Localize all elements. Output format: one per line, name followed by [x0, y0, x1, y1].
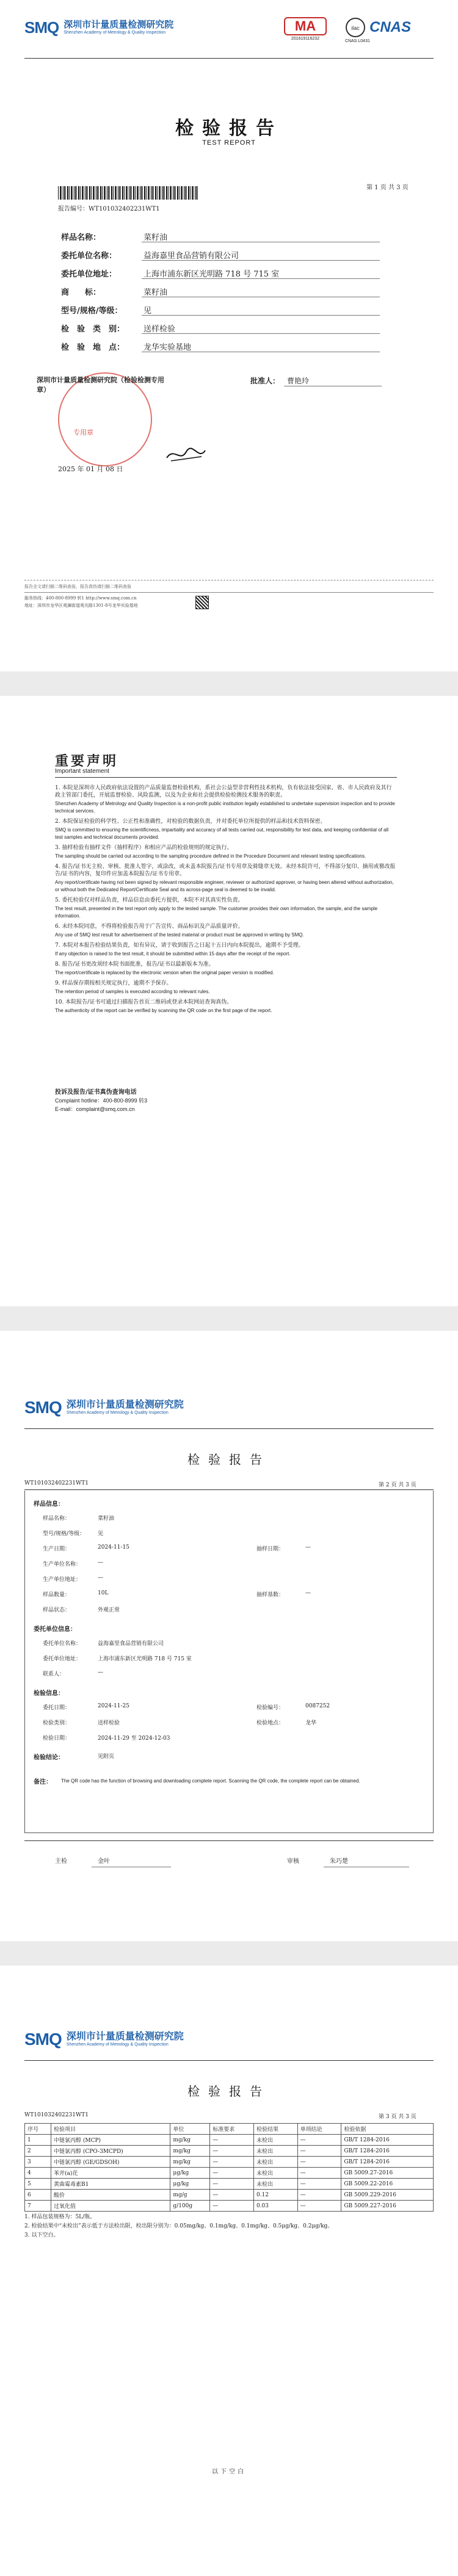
table-cell: μg/kg	[170, 2179, 210, 2190]
table-cell: GB 5009.27-2016	[341, 2168, 434, 2179]
field-value: 见	[144, 306, 152, 316]
contact-email: E-mail：complaint@smq.com.cn	[55, 1106, 135, 1112]
qr-code-icon	[195, 596, 209, 609]
smq-logo: SMQ	[24, 18, 59, 37]
info-value: 菜籽油	[98, 1516, 115, 1522]
approver-label: 批准人：	[250, 377, 280, 385]
page-title: 检验报告	[187, 1452, 271, 1467]
table-row	[25, 2146, 434, 2157]
table-cell: —	[297, 2157, 341, 2168]
report-page-3	[0, 1966, 458, 2576]
info-value: 上海市浦东新区光明路 718 号 715 室	[98, 1656, 192, 1662]
table-cell: 中链氯丙醇 (GE/GDSOH)	[51, 2157, 170, 2168]
notice-paragraph: 10. 本院报告/证书可通过扫描报告首页二维码或登录本院网站查询真伪。	[55, 999, 233, 1005]
info-value: —	[98, 1670, 103, 1676]
info-label: 检验类别：	[43, 1720, 71, 1726]
info-value: —	[98, 1560, 103, 1566]
table-cell: GB/T 1284-2016	[341, 2157, 434, 2168]
header-logo: SMQ 深圳市计量质量检测研究院 Shenzhen Academy of Metrology & Quality Inspection	[24, 1398, 184, 1417]
table-cell: —	[210, 2179, 254, 2190]
sign-main-label: 主检	[55, 1858, 67, 1865]
note-line: 3. 以下空白。	[24, 2232, 59, 2238]
conclusion-value: 见附页	[98, 1754, 115, 1760]
institute-name-en: Shenzhen Academy of Metrology & Quality Inspection	[64, 30, 166, 35]
notice-title-en: Important statement	[55, 768, 109, 775]
field-label: 型号/规格/等级：	[61, 306, 123, 316]
table-cell: 黄曲霉毒素B1	[51, 2179, 170, 2190]
notice-paragraph: The report/certificate is replaced by the electronic version when the original paper version is modified.	[55, 970, 274, 975]
table-cell: —	[297, 2135, 341, 2146]
info-value: 10L	[98, 1590, 109, 1596]
section-title: 委托单位信息：	[34, 1626, 76, 1633]
info-label: 样品状态：	[43, 1607, 71, 1613]
approver-name: 曹艳玲	[287, 377, 310, 385]
table-cell: 3	[25, 2157, 51, 2168]
table-cell: 未检出	[253, 2146, 297, 2157]
table-cell: 6	[25, 2190, 51, 2201]
field-label: 商 标：	[61, 288, 101, 297]
table-row	[25, 2135, 434, 2146]
column-header: 单项结论	[297, 2124, 341, 2135]
table-cell: 1	[25, 2135, 51, 2146]
column-header: 序号	[25, 2124, 51, 2135]
info-label: 委托单位地址：	[43, 1656, 82, 1662]
table-cell: 中链氯丙醇 (MCP)	[51, 2135, 170, 2146]
note-line: 1. 样品包装规格为：5L/瓶。	[24, 2214, 96, 2220]
notice-page	[0, 696, 458, 1306]
field-label: 委托单位名称：	[61, 251, 117, 261]
info-label: 型号/规格/等级：	[43, 1531, 85, 1537]
notice-paragraph: If any objection is raised to the test result, it should be submitted within 15 days after the receipt of the report.	[55, 951, 291, 957]
table-cell: mg/kg	[170, 2157, 210, 2168]
field-value: 菜籽油	[144, 288, 168, 297]
table-cell: —	[210, 2146, 254, 2157]
table-cell: 4	[25, 2168, 51, 2179]
table-cell: mg/g	[170, 2190, 210, 2201]
table-cell: g/100g	[170, 2201, 210, 2212]
remark-label: 备注：	[34, 1779, 52, 1785]
notice-paragraph: SMQ is committed to ensuring the scientificness, impartiality and accuracy of all tests carried out, responsibility for test data, and keeping confidential of all test samples and technical documents provided.	[55, 827, 389, 840]
header-logo: SMQ 深圳市计量质量检测研究院 Shenzhen Academy of Metrology & Quality Inspection	[24, 2030, 184, 2049]
notice-paragraph: 2. 本院保证检验的科学性、公正性和准确性，对检验的数据负责，并对委托单位所提供的样品和技术资料保密。	[55, 819, 326, 825]
table-cell: mg/kg	[170, 2135, 210, 2146]
report-number: WT101032402231WT1	[24, 1480, 89, 1486]
info-label: 检验地点：	[256, 1720, 285, 1726]
table-cell: 7	[25, 2201, 51, 2212]
notice-paragraph: The sampling should be carried out according to the sampling procedure defined in the Procedure Document and relevant testing specifications.	[55, 853, 366, 859]
info-value: —	[305, 1544, 311, 1550]
page-title: 检验报告	[187, 2084, 271, 2099]
cnas-logo: ilac CNAS CNAS L0431	[345, 17, 431, 43]
notice-paragraph: 8. 报告/证书更改须经本院书面批准，报告/证书以最新版本为准。	[55, 961, 214, 968]
remark-value: The QR code has the function of browsing and downloading complete report. Scanning the QR code, the complete report can be obtained.	[61, 1778, 360, 1784]
field-label: 委托单位地址：	[61, 270, 117, 279]
contact-phone: Complaint hotline：400-800-8999 转3	[55, 1098, 148, 1104]
page-number: 第 3 页 共 3 页	[379, 2114, 416, 2120]
cnas-seal-icon	[345, 17, 366, 38]
table-cell: 过氧化值	[51, 2201, 170, 2212]
table-row	[25, 2168, 434, 2179]
table-cell: —	[297, 2190, 341, 2201]
report-title-en: TEST REPORT	[202, 139, 256, 147]
column-header: 单位	[170, 2124, 210, 2135]
table-cell: 未检出	[253, 2179, 297, 2190]
info-value: 2024-11-15	[98, 1544, 129, 1550]
notice-body	[55, 784, 397, 1018]
table-cell: —	[297, 2179, 341, 2190]
info-value: 龙华	[305, 1720, 317, 1726]
sign-main-name: 金叶	[98, 1858, 110, 1865]
table-cell: —	[297, 2201, 341, 2212]
footer-line: 服务热线：400-800-8999 转1 http://www.smq.com.cn	[24, 596, 137, 601]
notice-paragraph: 1. 本院是深圳市人民政府依法设置的产品质量监督检验机构，系社会公益型非营利性技术机构，负有依法接受国家、省、市人民政府及其行政主管部门委托，开展监督检验、风险监测，以及为企业和社会提供检验检测技术服务的职责。	[55, 785, 392, 798]
table-notes	[24, 2213, 434, 2240]
info-label: 委托日期：	[43, 1705, 71, 1711]
sign-review-name: 朱巧楚	[330, 1858, 348, 1865]
report-date: 2025 年 01 月 08 日	[58, 465, 123, 473]
sign-review-label: 审核	[287, 1858, 299, 1865]
contact-title: 投诉及报告/证书真伪查询电话	[55, 1089, 137, 1096]
notice-paragraph: 7. 本院对本报告检验结果负责，如有异议，请于收到报告之日起十五日内向本院提出，逾期不予受理。	[55, 942, 304, 949]
notice-paragraph: Any use of SMQ test result for advertisement of the tested material or product must be approved in writing by SMQ.	[55, 932, 304, 938]
table-cell: —	[210, 2190, 254, 2201]
note-line: 2. 检验结果中“未检出”表示低于方法检出限，检出限分别为：0.05mg/kg、0.1mg/kg、0.1mg/kg、0.5μg/kg、0.2μg/kg。	[24, 2223, 333, 2229]
notice-paragraph: Any report/certificate having not been signed by relevant responsible engineer, reviewer or authorized approver, or having been altered without authorization, or without both the Dedicated Report/Certificate Seal and its across-page seal is deemed to be invalid.	[55, 880, 394, 892]
table-cell: GB 5009.229-2016	[341, 2190, 434, 2201]
seal-label: 深圳市计量质量检测研究院（检验检测专用章）	[37, 376, 164, 394]
table-cell: —	[210, 2157, 254, 2168]
table-row	[25, 2157, 434, 2168]
table-cell: mg/kg	[170, 2146, 210, 2157]
table-cell: 中链氯丙醇 (CPO-3MCPD)	[51, 2146, 170, 2157]
seal-note: 专用章	[73, 429, 93, 436]
table-cell: —	[210, 2168, 254, 2179]
table-cell: GB 5009.22-2016	[341, 2179, 434, 2190]
table-cell: 苯并(a)芘	[51, 2168, 170, 2179]
table-cell: 酸价	[51, 2190, 170, 2201]
info-label: 委托单位名称：	[43, 1641, 82, 1647]
column-header: 检验项目	[51, 2124, 170, 2135]
table-row	[25, 2179, 434, 2190]
table-row	[25, 2201, 434, 2212]
svg-text:ilac: ilac	[351, 25, 360, 31]
notice-paragraph: The test result, presented in the test report only apply to the tested sample. The customer provides their own information, the sample, and the sample information.	[55, 906, 378, 919]
info-label: 生产单位地址：	[43, 1577, 82, 1583]
report-page-2	[0, 1331, 458, 1941]
end-of-report: 以下空白	[212, 2469, 246, 2475]
info-value: 见	[98, 1531, 104, 1537]
institute-name-cn: 深圳市计量质量检测研究院	[64, 20, 174, 31]
info-value: 2024-11-29 至 2024-12-03	[98, 1735, 170, 1742]
info-label: 样品数量：	[43, 1592, 71, 1598]
info-value: 外观正常	[98, 1607, 120, 1613]
info-value: 0087252	[305, 1703, 330, 1709]
table-cell: —	[210, 2135, 254, 2146]
table-cell: GB/T 1284-2016	[341, 2146, 434, 2157]
info-label: 抽样日期：	[256, 1546, 285, 1552]
notice-paragraph: Shenzhen Academy of Metrology and Quality Inspection is a non-profit public institution legally established to undertake supervision inspection and to provide technical services.	[55, 801, 395, 814]
table-cell: μg/kg	[170, 2168, 210, 2179]
header-logo	[24, 18, 173, 37]
report-number: 报告编号：WT101032402231WT1	[58, 206, 160, 212]
table-cell: 未检出	[253, 2135, 297, 2146]
table-header-row	[25, 2124, 434, 2135]
table-cell: —	[210, 2201, 254, 2212]
field-label: 检 验 地 点：	[61, 343, 125, 352]
cma-logo: MA 201619116232	[284, 17, 327, 41]
field-label: 检 验 类 别：	[61, 325, 125, 334]
info-value: 2024-11-25	[98, 1703, 129, 1709]
notice-paragraph: 5. 委托检验仅对样品负责，样品信息由委托方提供，本院不对其真实性负责。	[55, 897, 244, 903]
field-value: 上海市浦东新区光明路 718 号 715 室	[144, 270, 280, 279]
footer-note: 报告全文请扫描二维码查验，报告真伪请扫描二维码查验	[24, 584, 131, 589]
info-value: 送样检验	[98, 1720, 120, 1726]
column-header: 检验依据	[341, 2124, 434, 2135]
table-cell: 0.12	[253, 2190, 297, 2201]
table-cell: GB 5009.227-2016	[341, 2201, 434, 2212]
info-value: 益海嘉里食品营销有限公司	[98, 1641, 164, 1647]
table-cell: —	[297, 2168, 341, 2179]
notice-paragraph: The retention period of samples is executed according to relevant rules.	[55, 989, 210, 994]
notice-paragraph: 6. 未经本院同意，不得将检验报告用于广告宣传、商品标识及产品质量评价。	[55, 924, 244, 930]
report-number: WT101032402231WT1	[24, 2112, 89, 2118]
page-number: 第 2 页 共 3 页	[379, 1482, 416, 1488]
barcode	[58, 186, 198, 200]
field-value: 龙华实验基地	[144, 343, 192, 352]
notice-paragraph: 9. 样品保存期按相关规定执行，逾期不予保存。	[55, 980, 172, 986]
notice-paragraph: The authenticity of the report can be verified by scanning the QR code on the first page of the report.	[55, 1008, 272, 1013]
table-cell: 2	[25, 2146, 51, 2157]
info-label: 样品名称：	[43, 1516, 71, 1522]
table-cell: 未检出	[253, 2168, 297, 2179]
table-cell: 5	[25, 2179, 51, 2190]
conclusion-label: 检验结论：	[34, 1754, 64, 1761]
section-title: 检验信息：	[34, 1690, 64, 1697]
info-label: 检验日期：	[43, 1735, 71, 1742]
column-header: 标准要求	[210, 2124, 254, 2135]
table-cell: GB/T 1284-2016	[341, 2135, 434, 2146]
info-value: —	[98, 1575, 103, 1581]
page-number: 第 1 页 共 3 页	[366, 184, 409, 191]
info-label: 生产单位名称：	[43, 1561, 82, 1568]
report-title-cn: 检验报告	[175, 118, 283, 139]
footer-line: 地址：深圳市龙华区观澜街道观光路1301-8号龙华实验基地	[24, 603, 138, 608]
info-label: 联系人：	[43, 1671, 65, 1677]
section-title: 样品信息：	[34, 1501, 64, 1508]
results-table	[24, 2123, 434, 2212]
info-label: 抽样基数：	[256, 1592, 285, 1598]
cover-page	[0, 0, 458, 671]
info-label: 检验编号：	[256, 1705, 285, 1711]
field-value: 益海嘉里食品营销有限公司	[144, 251, 239, 261]
approver-signature	[165, 446, 208, 466]
info-label: 生产日期：	[43, 1546, 71, 1552]
notice-paragraph: 4. 报告/证书无主检、审核、批准人签字，或涂改，或未盖本院报告/证书专用章及骑缝章无效。未经本院许可，不得部分复印、摘用或篡改报告/证书的内容，复印件应加盖本院报告/证书专用章。	[55, 864, 396, 877]
field-value: 菜籽油	[144, 233, 168, 242]
notice-title-cn: 重要声明	[55, 753, 119, 769]
notice-paragraph: 3. 抽样检验有抽样文件（抽样程序）和相应产品的检验规则的规定执行。	[55, 845, 233, 851]
table-row	[25, 2190, 434, 2201]
table-cell: 未检出	[253, 2157, 297, 2168]
table-cell: 0.03	[253, 2201, 297, 2212]
column-header: 检验结果	[253, 2124, 297, 2135]
field-label: 样品名称：	[61, 233, 101, 242]
table-cell: —	[297, 2146, 341, 2157]
info-value: —	[305, 1590, 311, 1596]
field-value: 送样检验	[144, 325, 176, 334]
